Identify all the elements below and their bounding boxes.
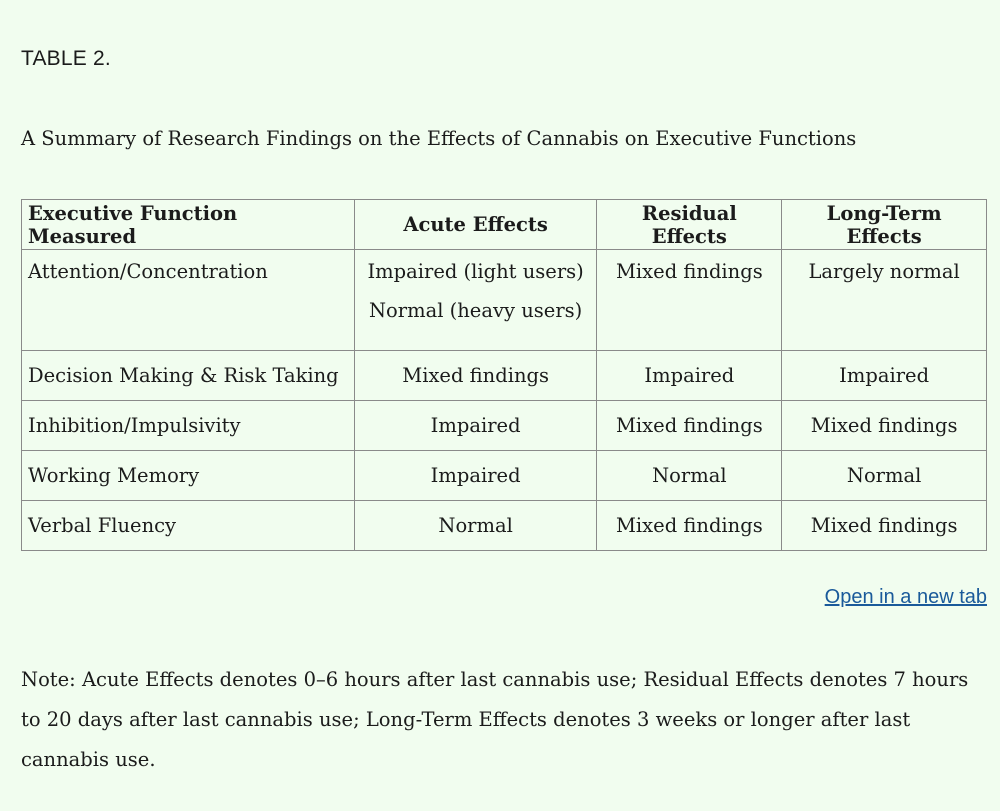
header-long-term-effects: Long-Term Effects bbox=[782, 200, 987, 250]
cell-long-term: Mixed findings bbox=[782, 501, 987, 551]
header-acute-effects: Acute Effects bbox=[354, 200, 597, 250]
cell-acute: Impaired bbox=[354, 451, 597, 501]
cell-acute: Normal bbox=[354, 501, 597, 551]
cell-residual: Mixed findings bbox=[597, 501, 782, 551]
cell-long-term-text: Largely normal bbox=[808, 260, 960, 283]
cell-residual: Normal bbox=[597, 451, 782, 501]
cell-residual-text: Mixed findings bbox=[615, 260, 763, 283]
header-residual-effects: Residual Effects bbox=[597, 200, 782, 250]
table-row bbox=[22, 501, 987, 551]
cell-acute-line1: Impaired (light users) bbox=[367, 260, 584, 283]
table-caption: A Summary of Research Findings on the Effects of Cannabis on Executive Functions bbox=[21, 127, 857, 150]
table-header-row bbox=[22, 200, 987, 250]
table-note: Note: Acute Effects denotes 0–6 hours after last cannabis use; Residual Effects denotes 7 hours to 20 days after last cannabis use; Long-Term Effects denotes 3 weeks or longer after last cannabis use. bbox=[21, 668, 969, 771]
table-row bbox=[22, 250, 987, 351]
cell-acute: Mixed findings bbox=[354, 351, 597, 401]
cell-acute-line2: Normal (heavy users) bbox=[368, 299, 583, 322]
findings-table bbox=[21, 199, 987, 551]
cell-function: Verbal Fluency bbox=[22, 501, 355, 551]
cell-long-term bbox=[782, 250, 987, 351]
cell-function: Decision Making & Risk Taking bbox=[22, 351, 355, 401]
cell-residual bbox=[597, 250, 782, 351]
cell-function: Inhibition/Impulsivity bbox=[22, 401, 355, 451]
cell-long-term: Normal bbox=[782, 451, 987, 501]
cell-function bbox=[22, 250, 355, 351]
cell-residual: Mixed findings bbox=[597, 401, 782, 451]
cell-long-term: Mixed findings bbox=[782, 401, 987, 451]
table-row bbox=[22, 401, 987, 451]
cell-residual: Impaired bbox=[597, 351, 782, 401]
cell-acute bbox=[354, 250, 597, 351]
cell-long-term: Impaired bbox=[782, 351, 987, 401]
table-row bbox=[22, 351, 987, 401]
cell-function-text: Attention/Concentration bbox=[28, 260, 268, 283]
cell-function: Working Memory bbox=[22, 451, 355, 501]
table-row bbox=[22, 451, 987, 501]
header-executive-function: Executive Function Measured bbox=[22, 200, 355, 250]
open-in-new-tab-link[interactable]: Open in a new tab bbox=[824, 586, 987, 608]
table-label: TABLE 2. bbox=[21, 47, 111, 70]
cell-acute: Impaired bbox=[354, 401, 597, 451]
